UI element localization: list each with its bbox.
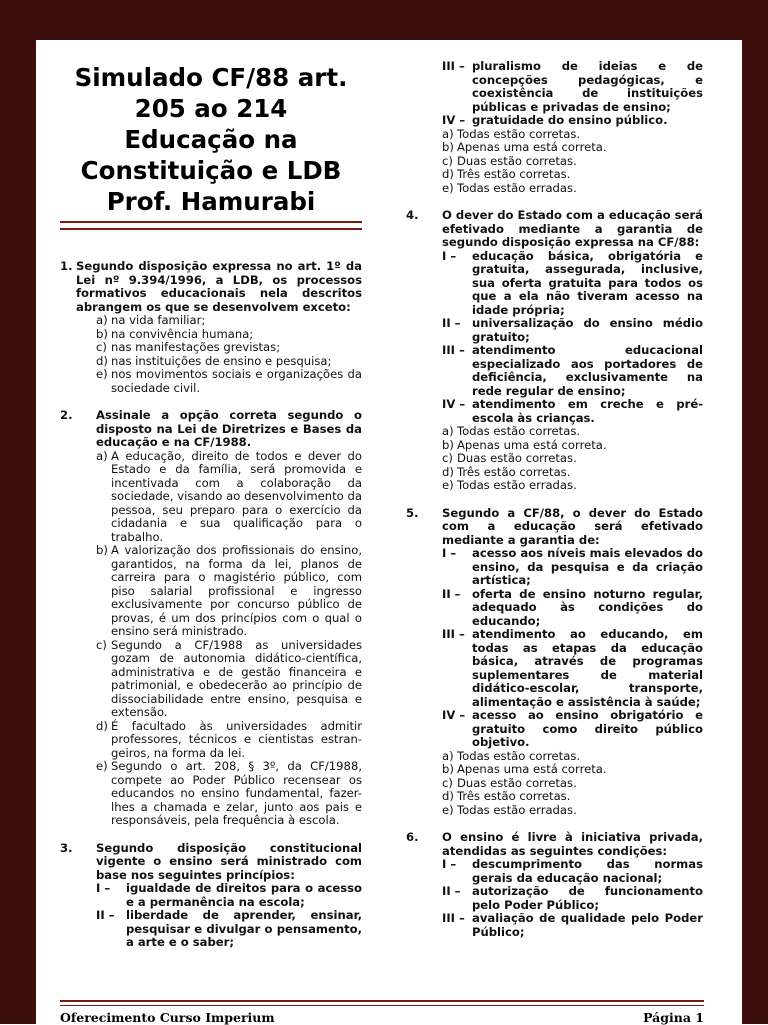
option-letter: e) xyxy=(442,180,454,195)
question-number: 6. xyxy=(406,830,419,844)
statement-numeral: II – xyxy=(442,586,461,601)
option-text: É facultado às universidades admitir professores, técnicos e cientistas estran-geiros, na forma da lei. xyxy=(111,718,362,760)
option-a xyxy=(442,750,703,764)
option-text: na convivência humana; xyxy=(111,326,254,341)
option-a xyxy=(442,128,703,142)
option-b xyxy=(96,328,362,342)
statement-text: avaliação de qualidade pelo Poder Público; xyxy=(472,911,703,939)
title-line-1: Simulado CF/88 art. xyxy=(74,63,348,92)
statement-iii xyxy=(442,60,703,114)
statement-numeral: IV – xyxy=(442,397,466,411)
statement-numeral: I – xyxy=(442,248,457,263)
option-letter: a) xyxy=(442,748,454,763)
statement-text: liberdade de aprender, ensinar, pesquisar e divulgar o pensamento, a arte e o saber; xyxy=(126,908,362,949)
statement-numeral: I – xyxy=(96,881,111,895)
option-letter: c) xyxy=(96,340,107,354)
option-text: Todas estão erradas. xyxy=(457,802,577,817)
statement-text: oferta de ensino noturno regular, adequado às condições do educando; xyxy=(472,586,703,628)
option-d xyxy=(442,790,703,804)
option-letter: b) xyxy=(442,437,454,452)
option-text: Segundo a CF/1988 as universidades gozam de autonomia didático-científica, administrativa e de gestão financeira e patrimonial, e obedecerão ao princípio de dissociabilidade entre ensino, pesquisa e extensão. xyxy=(111,637,362,719)
statement-numeral: IV – xyxy=(442,113,466,127)
question-number: 2. xyxy=(60,408,73,422)
statement-text: pluralismo de ideias e de concepções pedagógicas, e coexistência de instituições públicas e privadas de ensino; xyxy=(472,60,703,114)
option-d xyxy=(442,168,703,182)
question-number: 5. xyxy=(406,505,419,520)
question-text: Segundo disposição constitucional vigente o ensino será ministrado com base nos seguintes princípios: xyxy=(96,840,362,882)
statement-iv xyxy=(442,398,703,425)
statement-numeral: III – xyxy=(442,627,465,641)
option-text: nas instituições de ensino e pesquisa; xyxy=(111,353,332,368)
option-letter: e) xyxy=(96,759,108,773)
option-b xyxy=(442,141,703,155)
option-a xyxy=(442,425,703,439)
statement-text: atendimento educacional especializado aos portadores de deficiência, exclusivamente na rede regular de ensino; xyxy=(472,343,703,398)
statement-text: descumprimento das normas gerais da educação nacional; xyxy=(472,857,703,885)
statement-ii xyxy=(442,588,703,629)
option-a xyxy=(96,450,362,545)
document-title xyxy=(60,62,362,217)
option-letter: a) xyxy=(96,448,108,463)
option-e xyxy=(442,804,703,818)
option-c xyxy=(442,777,703,791)
statement-iv xyxy=(442,114,703,128)
statement-numeral: II – xyxy=(442,884,461,898)
statement-numeral: I – xyxy=(442,546,457,560)
option-letter: a) xyxy=(442,424,454,438)
statement-i xyxy=(442,250,703,318)
option-c xyxy=(96,341,362,355)
option-letter: d) xyxy=(442,464,454,479)
option-text: Duas estão corretas. xyxy=(457,153,577,168)
option-d xyxy=(96,720,362,761)
question-4 xyxy=(406,209,703,493)
option-c xyxy=(96,639,362,720)
option-letter: d) xyxy=(96,718,108,733)
option-text: Apenas uma está correta. xyxy=(457,140,607,154)
title-line-3: Educação na xyxy=(124,125,298,154)
option-letter: d) xyxy=(96,353,108,368)
question-3-continued xyxy=(406,60,703,195)
option-letter: c) xyxy=(442,153,453,168)
question-text: Assinale a opção correta segundo o disposto na Lei de Diretrizes e Bases da educação e na CF/1988. xyxy=(96,408,362,449)
page-number: Página 1 xyxy=(643,1010,704,1025)
option-text: Apenas uma está correta. xyxy=(457,437,607,452)
statement-ii xyxy=(442,317,703,344)
option-letter: c) xyxy=(442,451,453,465)
option-letter: c) xyxy=(442,775,453,790)
statement-text: educação básica, obrigatória e gratuita, assegurada, inclusive, sua oferta gratuita para todos os que a ela não tiveram acesso na idade própria; xyxy=(472,248,703,317)
option-letter: b) xyxy=(96,543,108,557)
option-e xyxy=(96,368,362,395)
title-line-4: Constituição e LDB xyxy=(80,156,342,185)
question-number: 3. xyxy=(60,840,73,855)
option-e xyxy=(442,182,703,196)
statement-i xyxy=(442,858,703,885)
footer-divider xyxy=(60,1000,704,1006)
option-text: Apenas uma está correta. xyxy=(457,762,607,776)
option-text: Todas estão corretas. xyxy=(457,126,581,141)
title-divider xyxy=(60,221,362,230)
option-text: A valorização dos profissionais do ensino, garantidos, na forma da lei, planos de carreira para o magistério público, com piso salarial profissional e ingresso exclusivamente por concurso público de provas, é um dos princípios com o qual o ensino será ministrado. xyxy=(111,543,362,638)
statement-text: igualdade de direitos para o acesso e a permanência na escola; xyxy=(126,881,362,909)
question-5 xyxy=(406,507,703,818)
question-number: 4. xyxy=(406,208,419,222)
option-letter: c) xyxy=(96,637,107,652)
question-3 xyxy=(60,842,362,950)
statement-iv xyxy=(442,709,703,750)
footer-sponsor: Oferecimento Curso Imperium xyxy=(60,1010,275,1025)
question-text: Segundo a CF/88, o dever do Estado com a educação será efetivado mediante a garantia de: xyxy=(442,505,703,547)
option-text: Três estão corretas. xyxy=(457,167,571,181)
statement-numeral: III – xyxy=(442,60,465,73)
option-a xyxy=(96,314,362,328)
statement-text: gratuidade do ensino público. xyxy=(472,113,668,127)
statement-text: atendimento ao educando, em todas as etapas da educação básica, através de programas suplementares de material didático-escolar, transporte, alimentação e assistência à saúde; xyxy=(472,627,703,709)
title-line-2: 205 ao 214 xyxy=(134,94,288,123)
option-text: Duas estão corretas. xyxy=(457,775,577,790)
option-letter: e) xyxy=(442,478,454,492)
statement-numeral: III – xyxy=(442,911,465,925)
question-text: O dever do Estado com a educação será efetivado mediante a garantia de segundo disposição expressa na CF/88: xyxy=(442,208,703,249)
option-c xyxy=(442,452,703,466)
page-footer xyxy=(60,1000,704,1025)
option-b xyxy=(442,439,703,453)
option-text: na vida familiar; xyxy=(111,313,206,327)
option-text: Todas estão corretas. xyxy=(457,748,581,763)
option-letter: a) xyxy=(96,313,108,327)
question-text: O ensino é livre à iniciativa privada, atendidas as seguintes condições: xyxy=(442,830,703,858)
statement-iii xyxy=(442,344,703,398)
right-column xyxy=(406,60,703,996)
option-b xyxy=(96,544,362,639)
option-d xyxy=(96,355,362,369)
option-text: Três estão corretas. xyxy=(457,464,571,479)
option-c xyxy=(442,155,703,169)
statement-numeral: I – xyxy=(442,857,457,871)
statement-numeral: II – xyxy=(96,908,115,922)
option-e xyxy=(442,479,703,493)
option-text: Todas estão erradas. xyxy=(457,180,577,195)
statement-text: acesso ao ensino obrigatório e gratuito como direito público objetivo. xyxy=(472,708,703,749)
statement-ii xyxy=(96,909,362,950)
title-line-5: Prof. Hamurabi xyxy=(106,187,316,216)
option-d xyxy=(442,466,703,480)
option-text: nas manifestações grevistas; xyxy=(111,340,281,354)
option-text: A educação, direito de todos e dever do Estado e da família, será promovida e incentivada com a colaboração da sociedade, visando ao desenvolvimento da pessoa, seu preparo para o exercício da cidadania e sua qualificação para o trabalho. xyxy=(111,448,362,544)
option-text: Todas estão erradas. xyxy=(457,478,577,492)
question-number: 1. xyxy=(60,259,73,273)
option-letter: a) xyxy=(442,126,454,141)
statement-numeral: IV – xyxy=(442,708,466,722)
option-letter: b) xyxy=(96,326,108,341)
left-column xyxy=(60,62,362,996)
statement-text: autorização de funcionamento pelo Poder Público; xyxy=(472,884,703,912)
option-letter: e) xyxy=(442,802,454,817)
statement-text: atendimento em creche e pré-escola às crianças. xyxy=(472,397,703,425)
statement-iii xyxy=(442,628,703,709)
statement-iii xyxy=(442,912,703,939)
option-letter: b) xyxy=(442,140,454,154)
option-text: Três estão corretas. xyxy=(457,789,571,803)
option-text: nos movimentos sociais e organizações da sociedade civil. xyxy=(111,367,362,395)
question-6 xyxy=(406,831,703,939)
statement-text: universalização do ensino médio gratuito; xyxy=(472,316,703,344)
option-letter: d) xyxy=(442,167,454,181)
option-letter: d) xyxy=(442,789,454,803)
question-text: Segundo disposição expressa no art. 1º da Lei nº 9.394/1996, a LDB, os processos formativos educacionais nela descritos abrangem os que se desenvolvem exceto: xyxy=(76,259,362,314)
statement-numeral: III – xyxy=(442,343,465,357)
statement-numeral: II – xyxy=(442,316,461,330)
option-text: Todas estão corretas. xyxy=(457,424,581,438)
option-b xyxy=(442,763,703,777)
question-2 xyxy=(60,409,362,828)
question-1 xyxy=(60,260,362,395)
statement-i xyxy=(442,547,703,588)
option-e xyxy=(96,760,362,828)
option-text: Duas estão corretas. xyxy=(457,451,577,465)
option-letter: e) xyxy=(96,367,108,381)
statement-text: acesso aos níveis mais elevados do ensino, da pesquisa e da criação artística; xyxy=(472,546,703,587)
statement-ii xyxy=(442,885,703,912)
option-text: Segundo o art. 208, § 3º, da CF/1988, compete ao Poder Público recensear os educandos no ensino fundamental, fazer-lhes a chamada e zelar, junto aos pais e responsáveis, pela frequência à escola. xyxy=(111,759,362,827)
option-letter: b) xyxy=(442,762,454,776)
statement-i xyxy=(96,882,362,909)
